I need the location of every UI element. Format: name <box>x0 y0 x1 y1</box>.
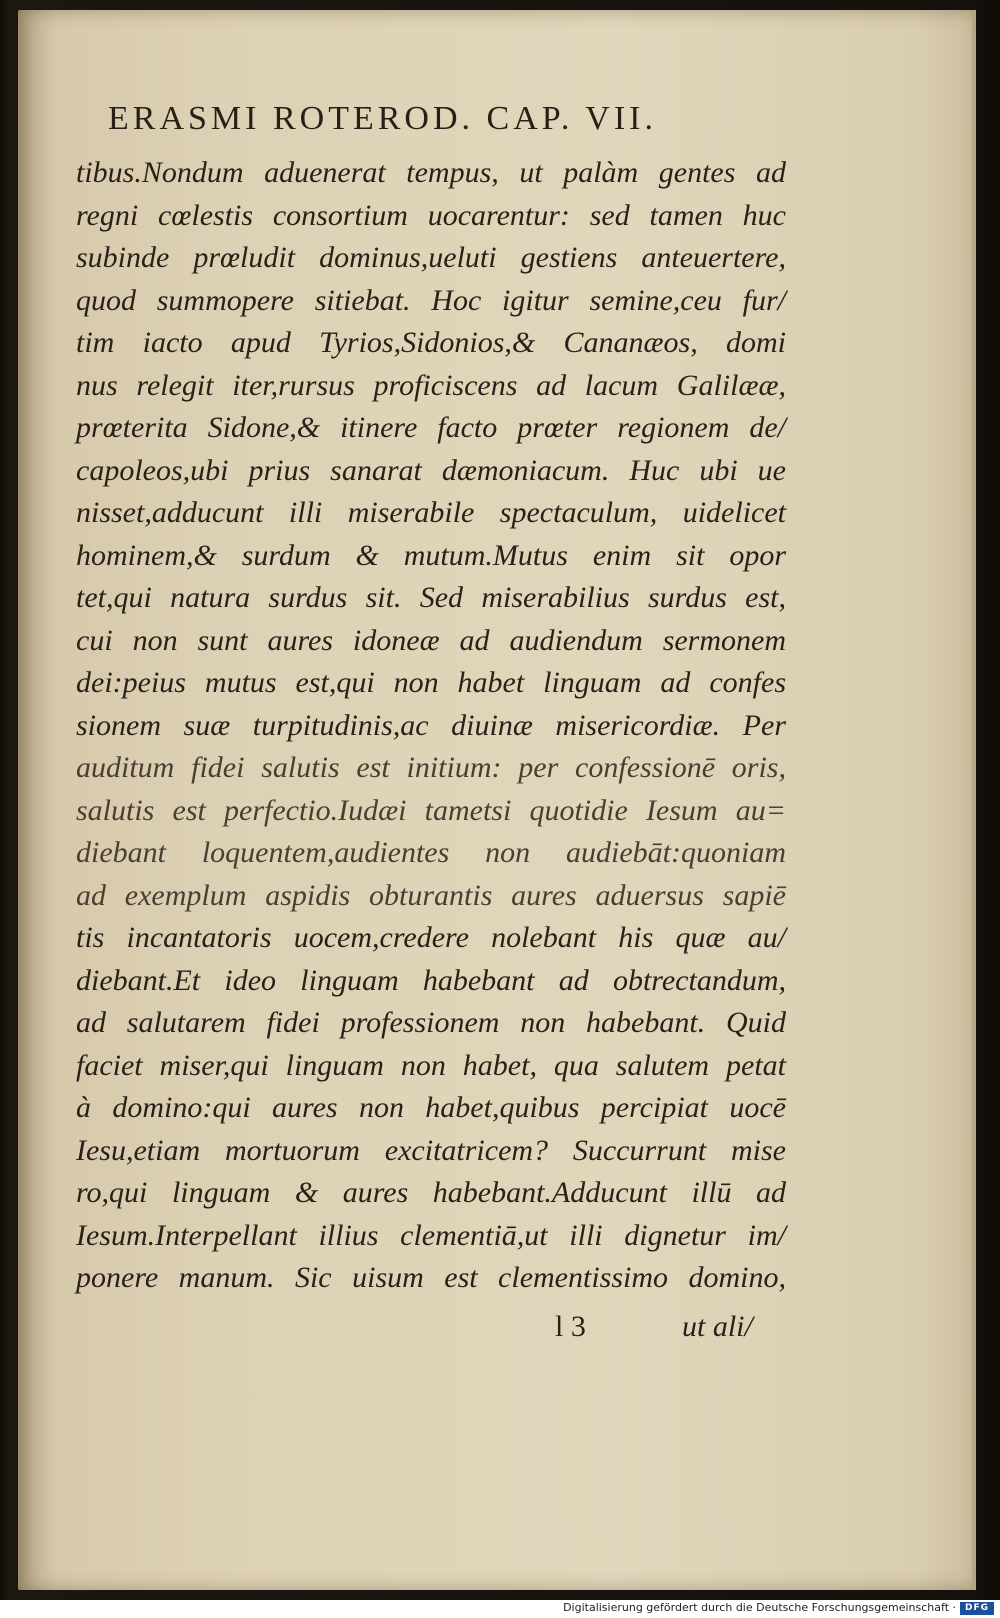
text-line: faciet miser,qui linguam non habet, qua salutem petat <box>76 1048 786 1082</box>
text-line: Iesum.Interpellant illius clementiā,ut illi dignetur im/ <box>76 1218 786 1252</box>
text-line: prœterita Sidone,& itinere facto prœter regionem de/ <box>76 411 786 444</box>
text-line: sionem suæ turpitudinis,ac diuinæ misericordiæ. Per <box>76 708 786 742</box>
text-line: nus relegit iter,rursus proficiscens ad lacum Galilææ, <box>76 368 786 402</box>
text-line: ponere manum. Sic uisum est clementissimo domino, <box>76 1261 786 1294</box>
text-line: ad salutarem fidei professionem non habebant. Quid <box>76 1006 786 1039</box>
text-line: hominem,& surdum & mutum.Mutus enim sit opor <box>76 538 786 572</box>
text-line: auditum fidei salutis est initium: per confessionē oris, <box>76 751 786 784</box>
text-line: cui non sunt aures idoneæ ad audiendum sermonem <box>76 623 786 657</box>
page-edge <box>972 10 976 1590</box>
text-line: ro,qui linguam & aures habebant.Adducunt illū ad <box>76 1176 786 1209</box>
text-line: subinde prœludit dominus,ueluti gestiens anteuertere, <box>76 241 786 274</box>
text-line: tibus.Nondum aduenerat tempus, ut palàm gentes ad <box>76 156 786 189</box>
digitization-footer <box>0 1600 1000 1618</box>
signature-mark: l 3 <box>555 1310 586 1343</box>
body-text <box>76 152 786 1300</box>
text-line: diebant loquentem,audientes non audiebāt:quoniam <box>76 836 786 869</box>
text-line: dei:peius mutus est,qui non habet linguam ad confes <box>76 666 786 699</box>
text-line: capoleos,ubi prius sanarat dæmoniacum. Huc ubi ue <box>76 453 786 487</box>
text-line: ad exemplum aspidis obturantis aures aduersus sapiē <box>76 878 786 912</box>
text-line: tet,qui natura surdus sit. Sed miserabilius surdus est, <box>76 581 786 614</box>
text-line: nisset,adducunt illi miserabile spectaculum, uidelicet <box>76 496 786 529</box>
dfg-logo-icon: DFG <box>960 1602 994 1615</box>
text-line: à domino:qui aures non habet,quibus percipiat uocē <box>76 1091 786 1124</box>
text-line: Iesu,etiam mortuorum excitatricem? Succurrunt mise <box>76 1133 786 1167</box>
catchword: ut ali/ <box>682 1310 753 1343</box>
text-line: tim iacto apud Tyrios,Sidonios,& Cananæos, domi <box>76 326 786 359</box>
footer-credit: Digitalisierung gefördert durch die Deutsche Forschungsgemeinschaft · <box>563 1601 956 1614</box>
text-line: salutis est perfectio.Iudæi tametsi quotidie Iesum au= <box>76 793 786 827</box>
text-line: diebant.Et ideo linguam habebant ad obtrectandum, <box>76 963 786 997</box>
text-line: regni cœlestis consortium uocarentur: sed tamen huc <box>76 198 786 232</box>
text-line: tis incantatoris uocem,credere nolebant his quæ au/ <box>76 921 786 954</box>
running-header: ERASMI ROTEROD. CAP. VII. <box>108 100 657 137</box>
text-line: quod summopere sitiebat. Hoc igitur semine,ceu fur/ <box>76 283 786 317</box>
